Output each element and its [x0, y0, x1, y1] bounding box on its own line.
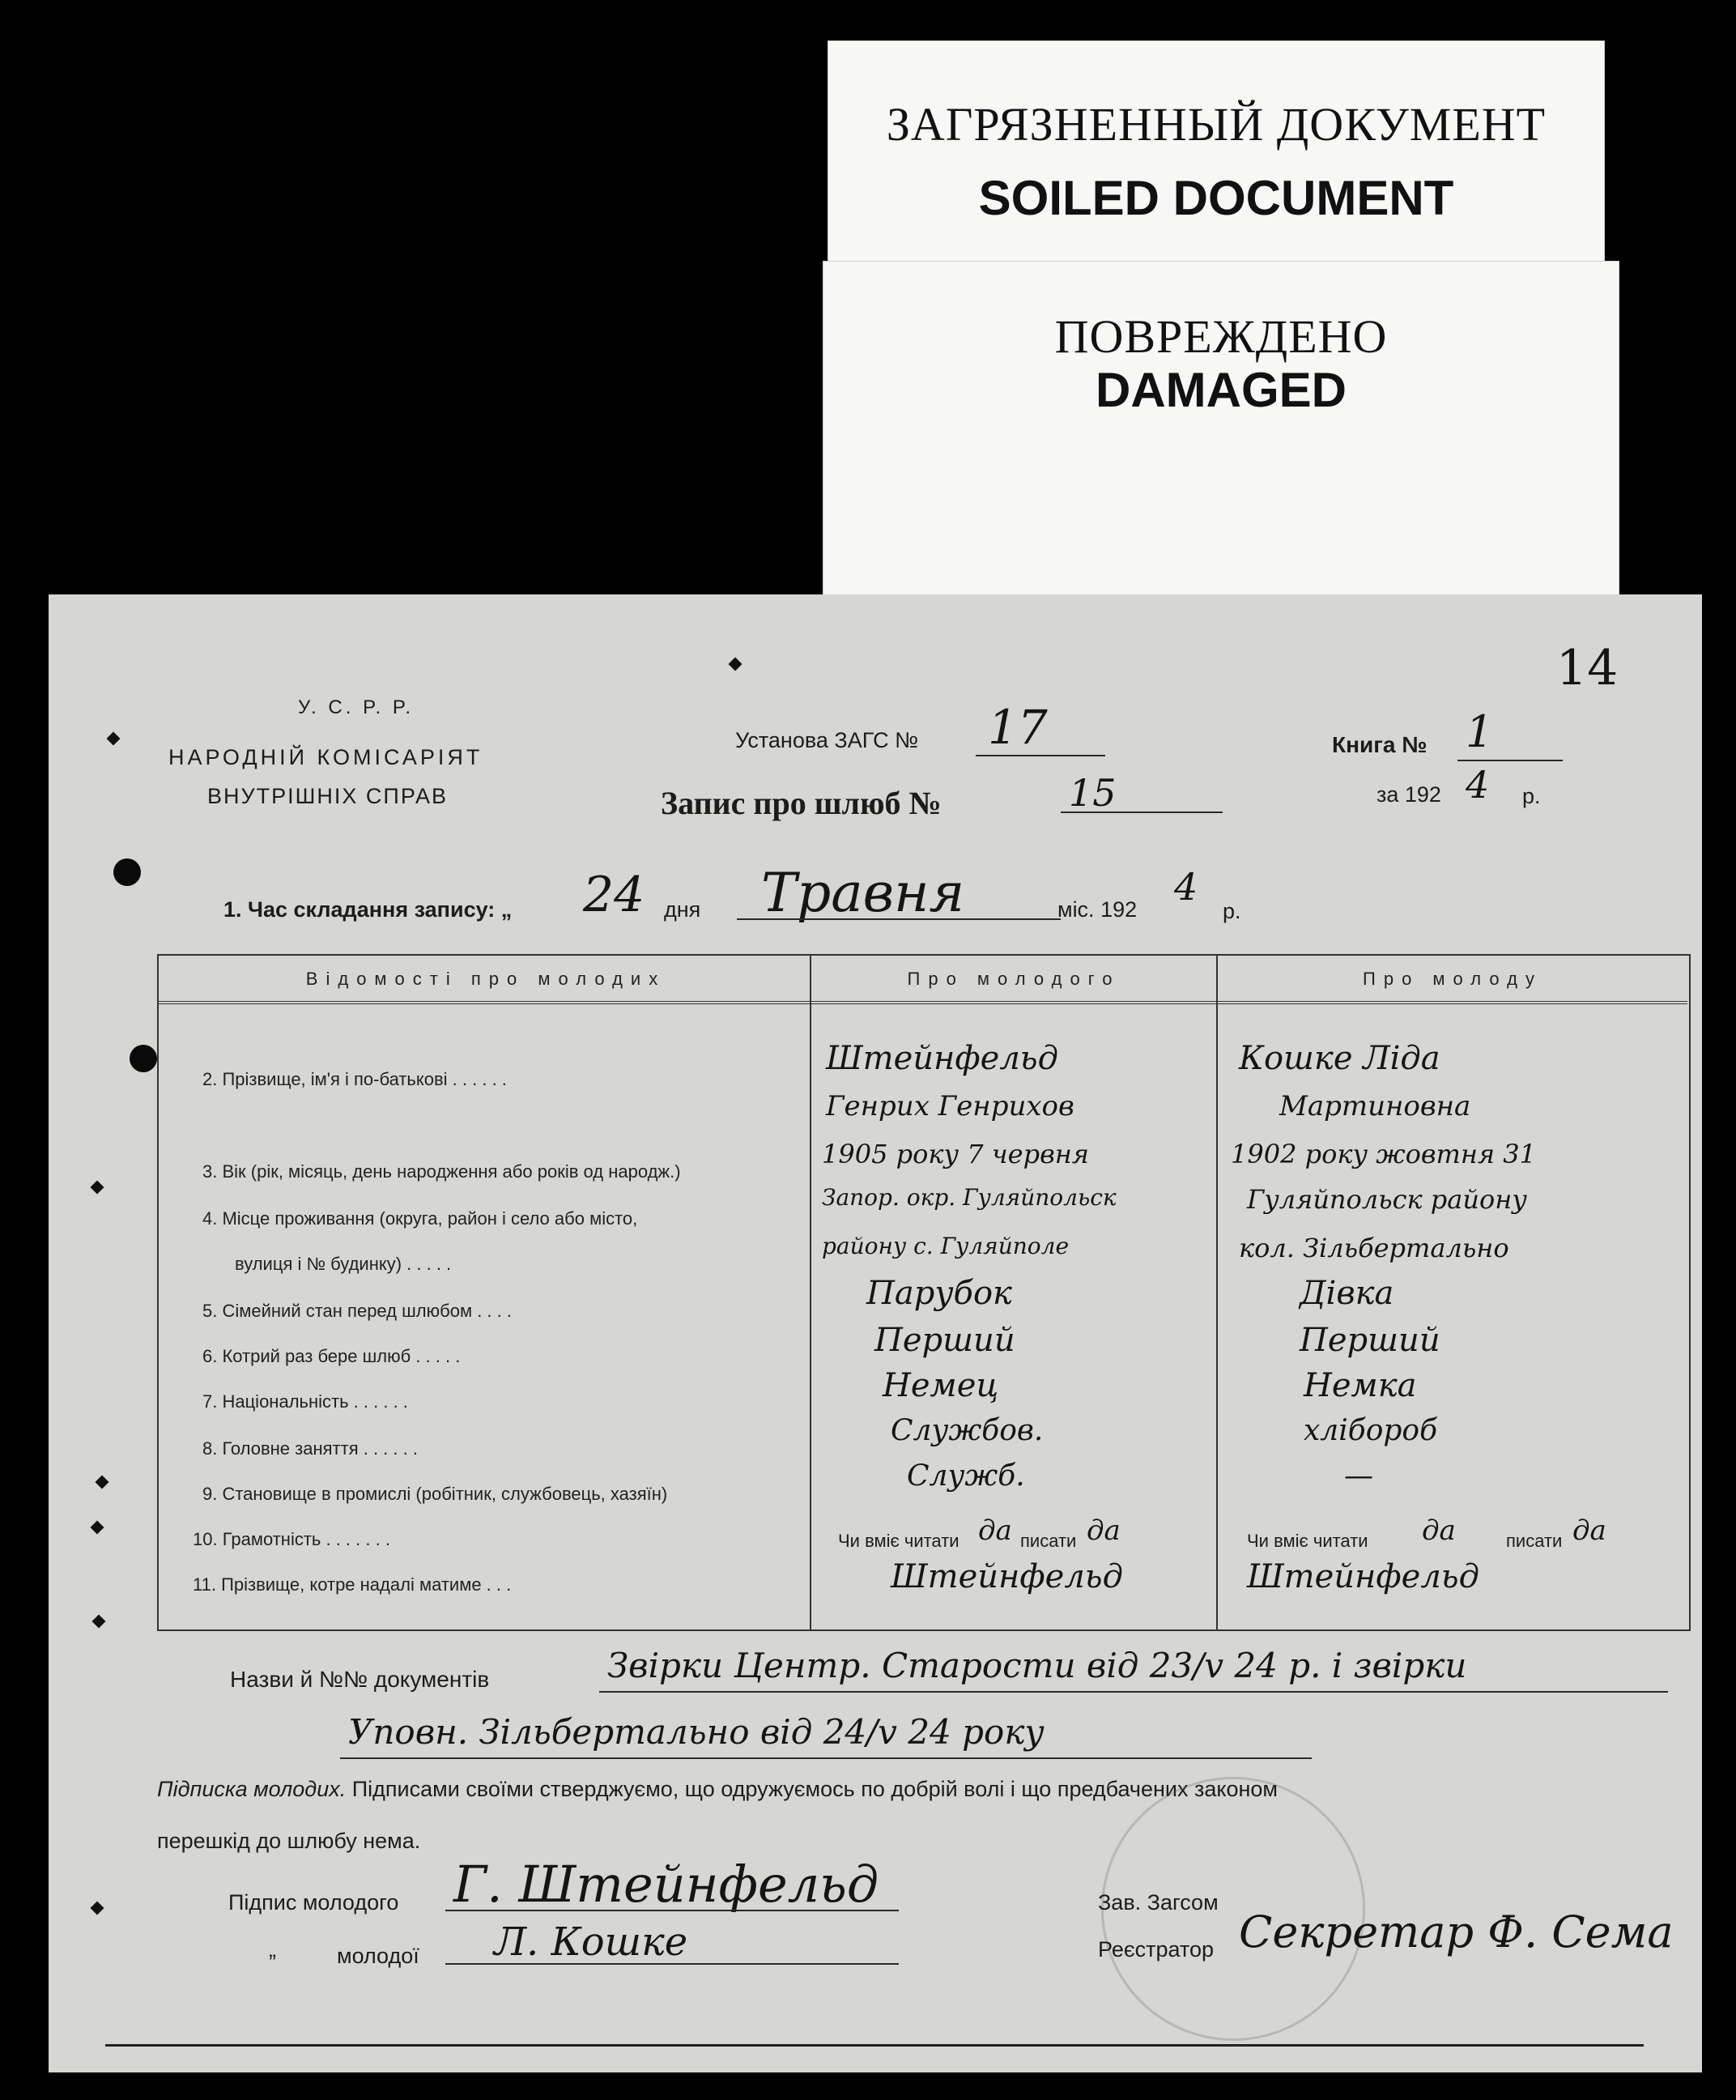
- zags-underline: [976, 755, 1105, 756]
- page-number: 14: [1556, 640, 1619, 696]
- documents-line2: Уповн. Зільбертально від 24/v 24 року: [348, 1712, 1045, 1752]
- groom-write-value: да: [1087, 1514, 1121, 1547]
- bride-residence-2: кол. Зільбертально: [1239, 1233, 1509, 1263]
- year-suffix: р.: [1522, 784, 1541, 808]
- time-year-value: 4: [1174, 865, 1198, 909]
- margin-mark: [92, 1615, 106, 1629]
- bride-occupation: хлібороб: [1304, 1414, 1438, 1447]
- day-suffix: дня: [664, 897, 701, 922]
- groom-occupation: Службов.: [891, 1414, 1044, 1447]
- margin-mark: [91, 1181, 104, 1195]
- groom-future-surname: Штейнфельд: [891, 1558, 1123, 1595]
- damaged-label-ru: ПОВРЕЖДЕНО: [1054, 310, 1388, 363]
- groom-signature-label: Підпис молодого: [228, 1890, 399, 1915]
- bride-read-label: Чи вміє читати: [1247, 1531, 1368, 1551]
- declaration-text1: Підписами своїми стверджуємо, що одружуємось по добрій волі і що предбачених законом: [351, 1777, 1278, 1801]
- table-row-label: 3. Вік (рік, місяць, день народження або років од народж.): [202, 1161, 681, 1182]
- table-row-label: 5. Сімейний стан перед шлюбом . . . .: [202, 1301, 512, 1321]
- registrar-label: Реєстратор: [1098, 1937, 1215, 1962]
- binder-hole: [130, 1045, 157, 1072]
- zags-number: 17: [988, 700, 1048, 755]
- month-value: Травня: [761, 862, 965, 924]
- table-header-groom: Про молодого: [907, 969, 1121, 989]
- bride-signature-line: [445, 1963, 899, 1965]
- documents-line1: Звірки Центр. Старости від 23/v 24 р. і звірки: [607, 1646, 1467, 1685]
- soiled-document-label: [828, 40, 1605, 283]
- declaration-text2: перешкід до шлюбу нема.: [157, 1829, 421, 1853]
- table-row-label: 7. Національність . . . . . .: [202, 1391, 408, 1412]
- damaged-label-en: DAMAGED: [1096, 363, 1347, 417]
- bride-write-label: писати: [1506, 1531, 1563, 1551]
- table-row-label: 11. Прізвище, котре надалі матиме . . .: [193, 1574, 512, 1595]
- day-value: 24: [583, 867, 645, 923]
- bride-surname: Кошке Ліда: [1239, 1040, 1440, 1077]
- table-row-label: 8. Головне заняття . . . . . .: [202, 1438, 418, 1459]
- marriage-record-sheet: [49, 594, 1702, 2072]
- table-column-divider: [1216, 954, 1218, 1629]
- country-abbreviation: У. С. Р. Р.: [298, 696, 415, 718]
- margin-mark: [729, 658, 742, 671]
- binder-hole: [113, 858, 141, 886]
- year-prefix: за 192: [1376, 782, 1441, 807]
- declaration-lead: Підписка молодих.: [157, 1777, 347, 1801]
- table-row-label: 10. Грамотність . . . . . . .: [193, 1529, 390, 1549]
- table-header-info: Відомості про молодих: [305, 969, 666, 989]
- table-header-bride: Про молоду: [1363, 969, 1542, 989]
- groom-residence-2: району с. Гуляйполе: [822, 1233, 1070, 1259]
- table-header-rule: [159, 1001, 1687, 1004]
- bride-nationality: Немка: [1304, 1367, 1417, 1404]
- bride-future-surname: Штейнфельд: [1247, 1558, 1479, 1595]
- groom-surname: Штейнфельд: [826, 1040, 1058, 1077]
- margin-mark: [107, 732, 121, 746]
- groom-residence-1: Запор. окр. Гуляйпольск: [822, 1184, 1117, 1211]
- declaration-line1: [157, 1777, 1278, 1802]
- groom-signature-line: [445, 1910, 899, 1911]
- soiled-label-en: SOILED DOCUMENT: [978, 171, 1454, 225]
- time-label: 1. Час складання запису: „: [223, 897, 513, 922]
- table-row-label: 6. Котрий раз бере шлюб . . . . .: [202, 1346, 461, 1366]
- bride-status: —: [1344, 1459, 1373, 1493]
- margin-mark: [91, 1521, 104, 1535]
- table-column-divider: [810, 954, 811, 1629]
- record-number: 15: [1069, 771, 1117, 815]
- bride-marriage-count: Перший: [1300, 1322, 1440, 1359]
- groom-marriage-count: Перший: [874, 1322, 1015, 1359]
- bride-write-value: да: [1572, 1514, 1606, 1547]
- book-underline: [1457, 760, 1563, 761]
- documents-underline-2: [340, 1757, 1312, 1759]
- groom-marital-status: Парубок: [866, 1275, 1012, 1312]
- groom-read-label: Чи вміє читати: [838, 1531, 959, 1551]
- time-year-suffix: р.: [1223, 899, 1241, 923]
- documents-label: Назви й №№ документів: [230, 1667, 490, 1692]
- groom-status: Служб.: [907, 1459, 1025, 1493]
- margin-mark: [91, 1902, 104, 1915]
- book-label: Книга №: [1332, 732, 1428, 757]
- bride-name: Мартиновна: [1279, 1090, 1471, 1122]
- margin-mark: [96, 1476, 109, 1489]
- bride-read-value: да: [1422, 1514, 1456, 1547]
- bride-birth: 1902 року жовтня 31: [1231, 1139, 1536, 1169]
- bride-signature-prefix: „: [269, 1937, 276, 1962]
- groom-write-label: писати: [1020, 1531, 1077, 1551]
- form-title: Запис про шлюб №: [661, 785, 942, 821]
- groom-nationality: Немец: [883, 1367, 999, 1404]
- year-value: 4: [1466, 763, 1490, 807]
- groom-read-value: да: [978, 1514, 1012, 1547]
- month-underline: [737, 918, 1061, 920]
- documents-underline-1: [599, 1691, 1668, 1693]
- bride-residence-1: Гуляйпольск району: [1247, 1184, 1527, 1215]
- groom-birth: 1905 року 7 червня: [822, 1139, 1089, 1169]
- bride-marital-status: Дівка: [1300, 1275, 1394, 1312]
- record-underline: [1061, 811, 1223, 813]
- damaged-document-label: [823, 261, 1619, 601]
- bottom-rule: [105, 2044, 1644, 2047]
- soiled-label-ru: ЗАГРЯЗНЕННЫЙ ДОКУМЕНТ: [886, 98, 1547, 151]
- bride-signature-label: молодої: [337, 1944, 419, 1968]
- ministry-line1: НАРОДНІЙ КОМІСАРІЯТ: [168, 745, 483, 769]
- table-row-label: 4. Місце проживання (округа, район і село або місто,: [202, 1208, 638, 1229]
- book-number: 1: [1466, 706, 1494, 757]
- month-suffix: міс. 192: [1057, 897, 1138, 922]
- table-row-label: 9. Становище в промислі (робітник, службовець, хазяїн): [202, 1484, 668, 1504]
- registrar-signature: Секретар Ф. Сема: [1239, 1906, 1674, 1957]
- table-row-label: вулиця і № будинку) . . . . .: [235, 1254, 452, 1274]
- zags-label: Установа ЗАГС №: [735, 728, 919, 752]
- bride-signature: Л. Кошке: [494, 1919, 688, 1965]
- groom-name: Генрих Генрихов: [826, 1090, 1074, 1122]
- table-row-label: 2. Прізвище, ім'я і по-батькові . . . . . .: [202, 1069, 507, 1089]
- groom-signature: Г. Штейнфельд: [453, 1855, 879, 1914]
- ministry-line2: ВНУТРІШНІХ СПРАВ: [207, 784, 449, 808]
- head-label: Зав. Загсом: [1098, 1890, 1219, 1915]
